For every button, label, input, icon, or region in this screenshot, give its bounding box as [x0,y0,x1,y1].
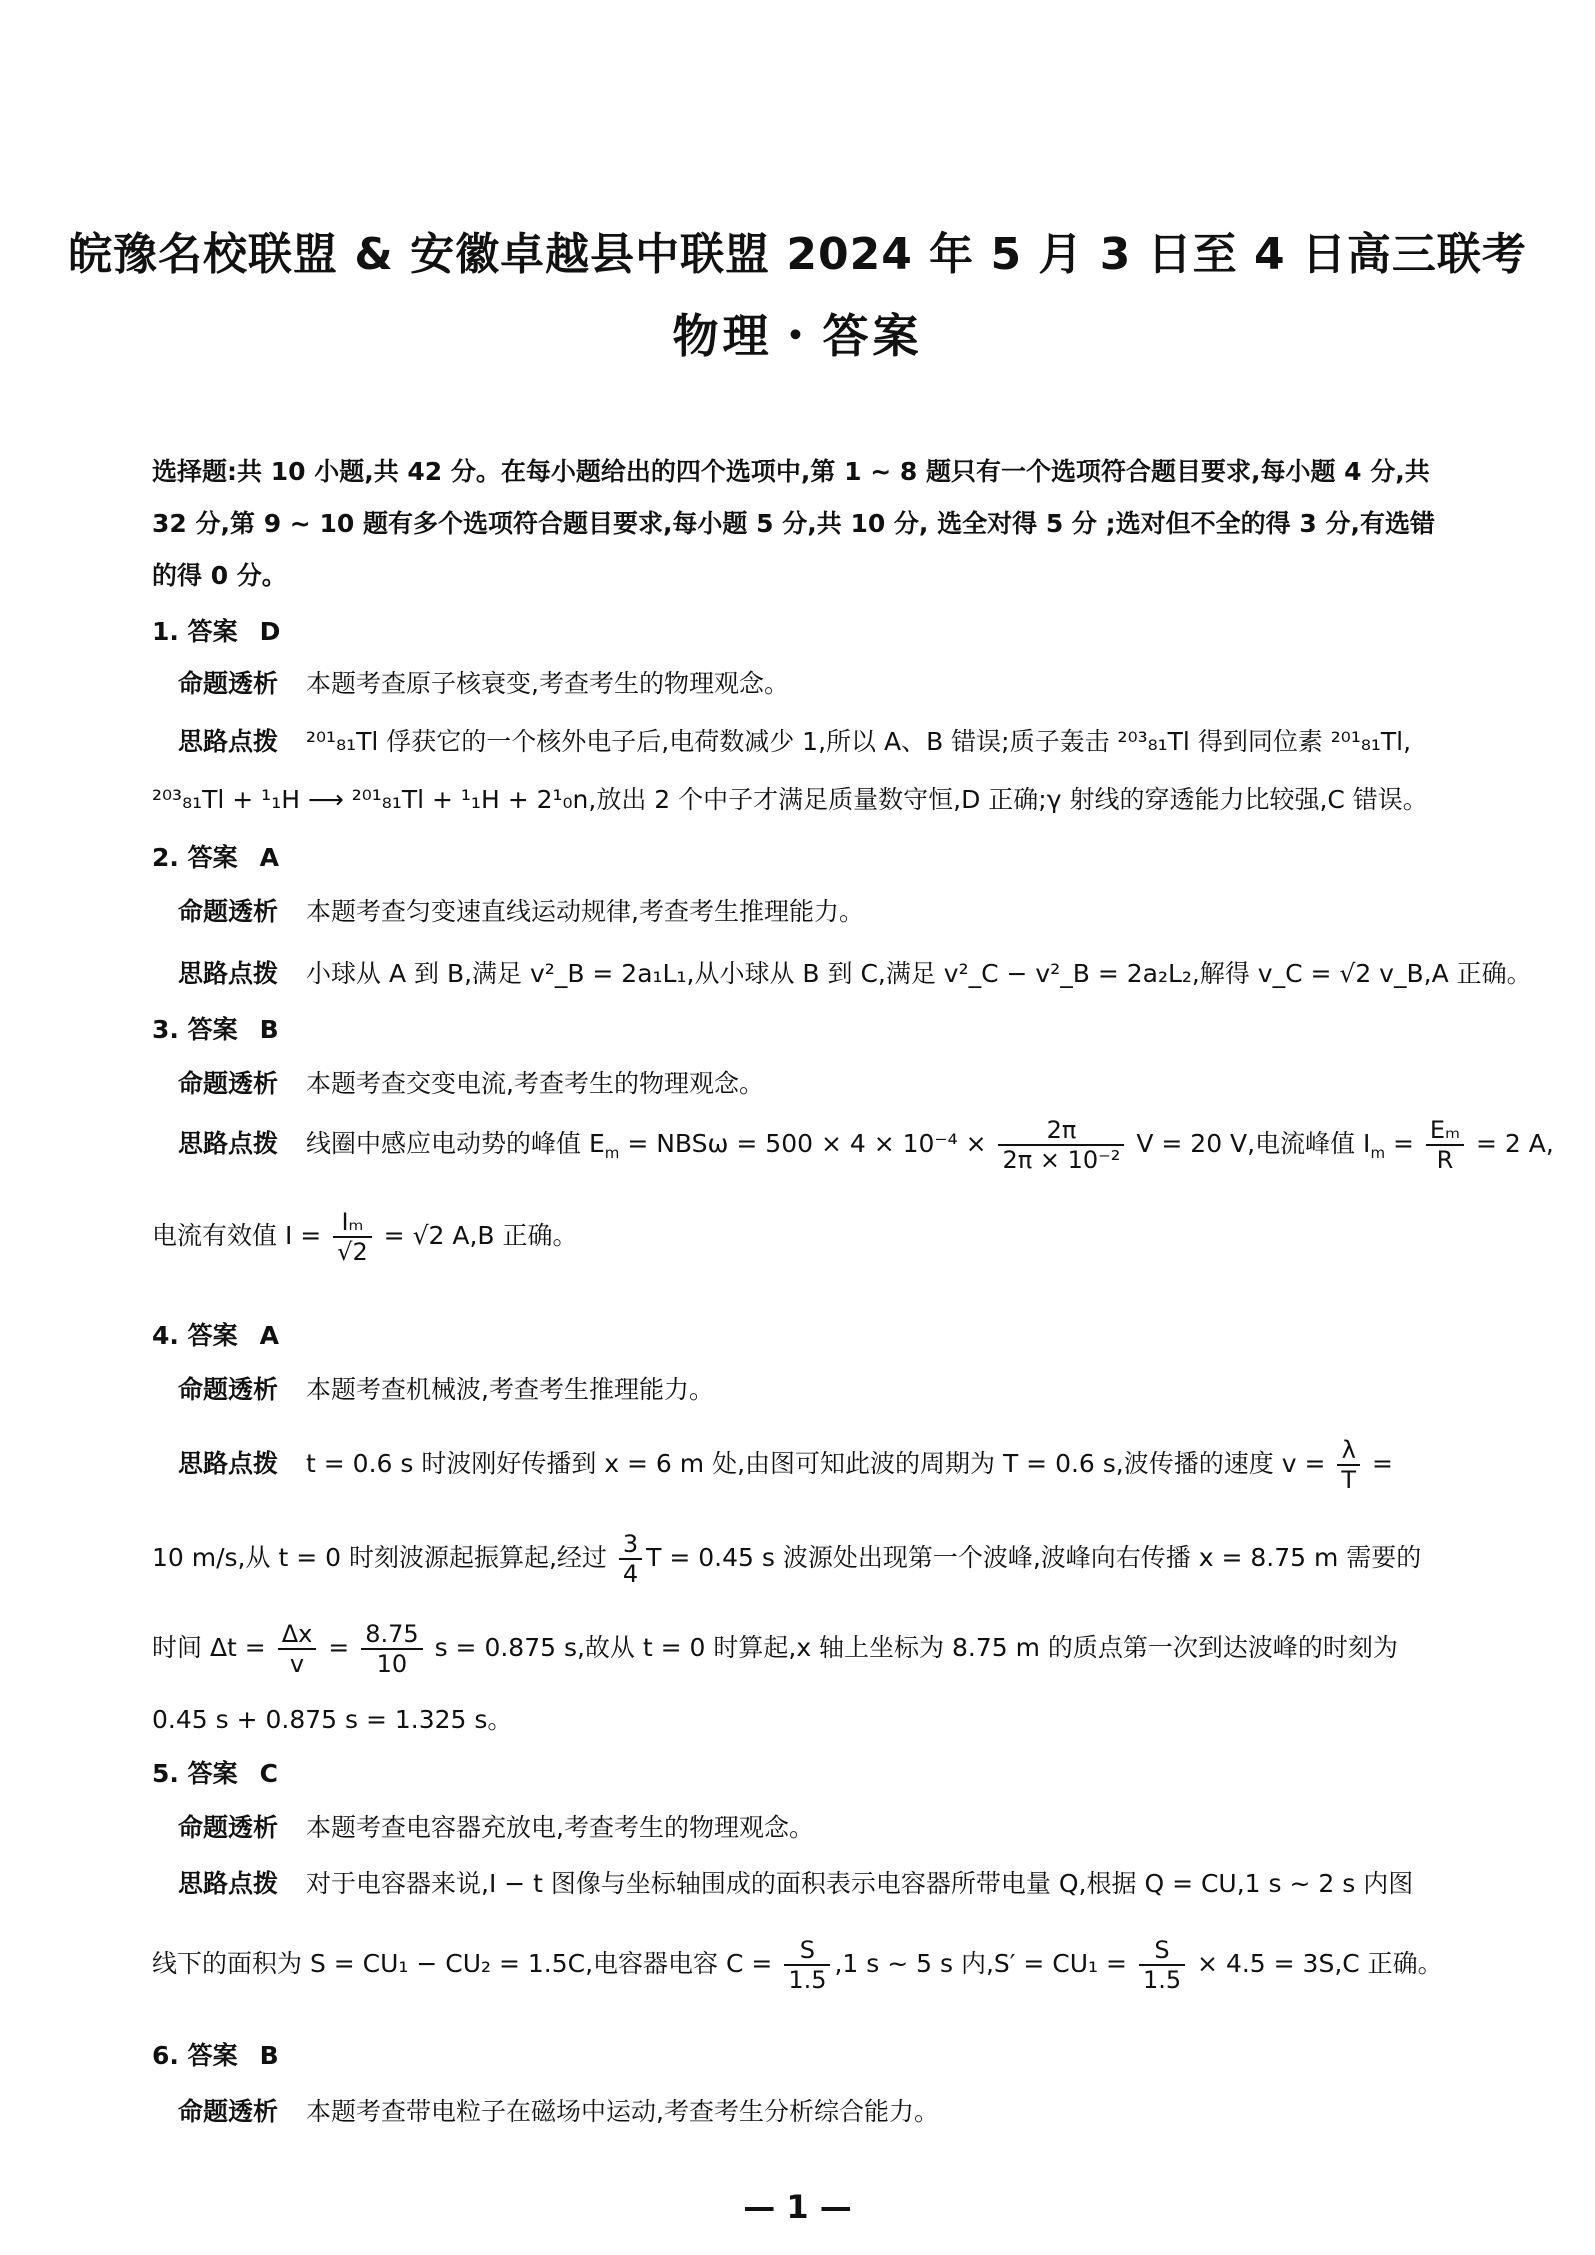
q4-line2-text-a: 10 m/s,从 t = 0 时刻波源起振算起,经过 [152,1543,607,1572]
q4-answer-letter: A [259,1321,279,1350]
q4-line-3 [152,1620,1398,1678]
q4-frac1-num: λ [1337,1436,1360,1466]
q5-hint [178,1864,1413,1900]
q3-frac1-den: 2π × 10⁻² [1002,1146,1121,1174]
q5-hint-text: 对于电容器来说,I − t 图像与坐标轴围成的面积表示电容器所带电量 Q,根据 Q = CU,1 s ~ 2 s 内图 [306,1869,1414,1898]
q2-analysis [178,892,864,928]
q1-hint [178,722,1411,758]
q2-hint-label: 思路点拨 [178,959,279,988]
q4-fraction-2 [619,1530,642,1588]
q5-frac1-den: 1.5 [788,1966,827,1994]
q4-line3-text-b: = [320,1633,350,1662]
q4-hint-text-a: t = 0.6 s 时波刚好传播到 x = 6 m 处,由图可知此波的周期为 T = 0.6 s,波传播的速度 v = [306,1449,1326,1478]
q1-answer-letter: D [259,617,281,646]
q4-frac1-den: T [1341,1466,1357,1494]
q2-answer-label: 2. 答案 [152,843,238,872]
q4-line3-text-a: 时间 Δt = [152,1633,266,1662]
q4-hint-text-b: = [1364,1449,1393,1478]
q5-frac2-den: 1.5 [1142,1966,1182,1994]
q4-frac2-num: 3 [619,1530,642,1560]
q4-fraction-3 [278,1620,317,1678]
q1-hint-line-2: ²⁰³₈₁Tl + ¹₁H ⟶ ²⁰¹₈₁Tl + ¹₁H + 2¹₀n,放出 2 个中子才满足质量数守恒,D 正确;γ 射线的穿透能力比较强,C 错误。 [152,785,1428,814]
q3-hint: 思路点拨 线圈中感应电动势的峰值 $E_m = NBS\omega = 500 \times 4 \times 10^{-4}$ × $\frac{2\pi}{\text{2π × 10⁻²}}$ V = 20 V,电流峰值 $I_m$ = $\frac{\text{Eₘ}}{R}$ = 2 A, [178,1116,1554,1174]
q3-answer-letter: B [259,1015,279,1044]
q5-fraction-1 [784,1936,830,1994]
q2-answer [152,838,279,874]
q6-answer-letter: B [259,2041,279,2070]
q2-hint-text: 小球从 A 到 B,满足 v²_B = 2a₁L₁,从小球从 B 到 C,满足 v²_C − v²_B = 2a₂L₂,解得 v_C = √2 v_B,A 正确。 [306,959,1532,988]
q4-frac4-den: 10 [376,1650,408,1678]
q3-sub-m: m [604,1144,620,1162]
q6-answer [152,2036,279,2072]
q6-analysis-text: 本题考查带电粒子在磁场中运动,考查考生分析综合能力。 [306,2097,939,2126]
q4-hint [178,1436,1393,1494]
exam-subtitle: 物理・答案 [672,309,923,363]
q3-frac2-num: Eₘ [1426,1116,1464,1146]
q4-fraction-1 [1337,1436,1360,1494]
q4-answer [152,1316,279,1352]
q3-fraction-1 [998,1116,1124,1174]
q5-analysis-text: 本题考查电容器充放电,考查考生的物理观念。 [306,1813,814,1842]
q5-analysis [178,1808,814,1844]
q6-analysis [178,2092,939,2128]
q4-analysis [178,1370,714,1406]
q3-frac1-num: 2π [998,1116,1124,1146]
q5-analysis-label: 命题透析 [178,1813,279,1842]
q3-fraction-3 [333,1208,372,1266]
q5-line2-text-c: × 4.5 = 3S,C 正确。 [1189,1949,1443,1978]
q5-frac1-num: S [784,1936,830,1966]
instructions-paragraph: 选择题:共 10 小题,共 42 分。在每小题给出的四个选项中,第 1 ~ 8 题只有一个选项符合题目要求,每小题 4 分,共 32 分,第 9 ~ 10 题有多个选项符合题目要求,每小题 5 分,共 10 分, 选全对得 5 分 ;选对但不全的得 3 分,有选错的得 0 分。 [152,457,1435,590]
q4-line2-text-b: T = 0.45 s 波源处出现第一个波峰,波峰向右传播 x = 8.75 m 需要的 [646,1543,1422,1572]
q6-answer-label: 6. 答案 [152,2041,238,2070]
q4-hint-label: 思路点拨 [178,1449,279,1478]
q6-analysis-label: 命题透析 [178,2097,279,2126]
q3-hint-text-c: V = 20 V,电流峰值 I [1128,1129,1371,1158]
q4-frac3-den: v [289,1650,305,1678]
q3-hint2-text-b: = √2 A,B 正确。 [375,1221,578,1250]
q4-analysis-text: 本题考查机械波,考查考生推理能力。 [306,1375,714,1404]
q2-answer-letter: A [259,843,279,872]
q5-fraction-2 [1139,1936,1185,1994]
q5-line-2 [152,1936,1443,1994]
q5-line2-text-b: ,1 s ~ 5 s 内,S′ = CU₁ = [834,1949,1127,1978]
q3-analysis-label: 命题透析 [178,1069,279,1098]
q3-analysis [178,1064,764,1100]
q3-sub-m-2: m [1370,1144,1386,1162]
q1-analysis [178,664,789,700]
q5-answer [152,1754,278,1790]
q1-analysis-text: 本题考查原子核衰变,考查考生的物理观念。 [306,669,789,698]
q5-frac2-num: S [1139,1936,1185,1966]
q5-answer-letter: C [259,1759,278,1788]
q1-answer [152,612,280,648]
q4-frac2-den: 4 [622,1560,639,1588]
q2-analysis-text: 本题考查匀变速直线运动规律,考查考生推理能力。 [306,897,864,926]
q4-answer-label: 4. 答案 [152,1321,238,1350]
q3-frac2-den: R [1436,1146,1454,1174]
q4-fraction-4 [361,1620,422,1678]
q3-fraction-2 [1426,1116,1464,1174]
q3-hint-text-a: 线圈中感应电动势的峰值 E [306,1129,605,1158]
q3-hint-text-b: = NBSω = 500 × 4 × 10⁻⁴ × [619,1129,987,1158]
q4-line-4: 0.45 s + 0.875 s = 1.325 s。 [152,1705,513,1734]
q3-hint-label: 思路点拨 [178,1129,279,1158]
q5-hint-label: 思路点拨 [178,1869,279,1898]
q3-answer [152,1010,279,1046]
q4-frac4-num: 8.75 [361,1620,422,1650]
q4-line-2 [152,1530,1421,1588]
q3-hint2-text-a: 电流有效值 I = [152,1221,322,1250]
q1-answer-label: 1. 答案 [152,617,238,646]
q4-frac3-num: Δx [278,1620,317,1650]
q5-line2-text-a: 线下的面积为 S = CU₁ − CU₂ = 1.5C,电容器电容 C = [152,1949,773,1978]
q3-analysis-text: 本题考查交变电流,考查考生的物理观念。 [306,1069,764,1098]
q3-frac3-num: Iₘ [333,1208,372,1238]
q1-hint-label: 思路点拨 [178,727,279,756]
q2-hint [178,954,1532,990]
q4-analysis-label: 命题透析 [178,1375,279,1404]
q3-hint-text-d: = 2 A, [1468,1129,1554,1158]
q1-hint-text-1: ²⁰¹₈₁Tl 俘获它的一个核外电子后,电荷数减少 1,所以 A、B 错误;质子轰击 ²⁰³₈₁Tl 得到同位素 ²⁰¹₈₁Tl, [306,727,1412,756]
q3-hint-line-2 [152,1208,578,1266]
q2-analysis-label: 命题透析 [178,897,279,926]
q3-answer-label: 3. 答案 [152,1015,238,1044]
page-number: — 1 — [743,2188,852,2226]
q5-answer-label: 5. 答案 [152,1759,238,1788]
exam-title: 皖豫名校联盟 & 安徽卓越县中联盟 2024 年 5 月 3 日至 4 日高三联考 [68,229,1527,280]
q4-line3-text-c: s = 0.875 s,故从 t = 0 时算起,x 轴上坐标为 8.75 m 的质点第一次到达波峰的时刻为 [426,1633,1398,1662]
q3-frac3-den: √2 [337,1238,368,1266]
q1-analysis-label: 命题透析 [178,669,279,698]
